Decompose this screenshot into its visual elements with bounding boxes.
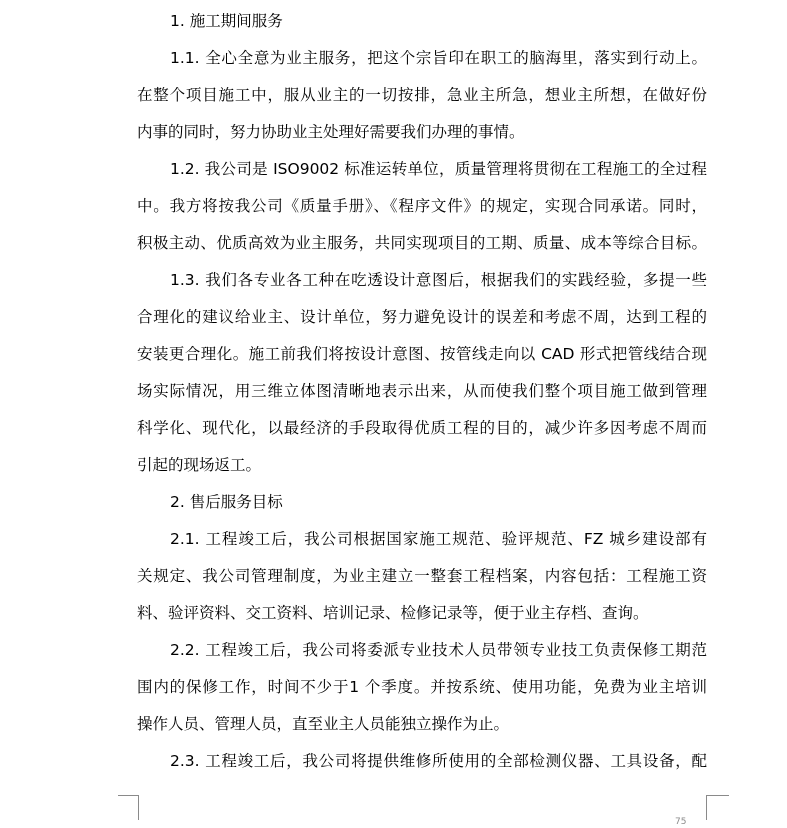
text-line: 操作人员、管理人员，直至业主人员能独立操作为止。 (137, 715, 510, 733)
text-line: 围内的保修工作，时间不少于1 个季度。并按系统、使用功能，免费为业主培训 (137, 678, 707, 696)
text-line: 1.2. 我公司是 ISO9002 标准运转单位，质量管理将贯彻在工程施工的全过程 (170, 160, 707, 178)
text-line: 场实际情况，用三维立体图清晰地表示出来，从而使我们整个项目施工做到管理 (137, 382, 707, 400)
text-line: 1. 施工期间服务 (170, 12, 283, 30)
text-line: 2. 售后服务目标 (170, 493, 283, 511)
text-line: 引起的现场返工。 (137, 456, 262, 474)
text-line: 2.3. 工程竣工后，我公司将提供维修所使用的全部检测仪器、工具设备，配 (170, 752, 707, 770)
text-line: 料、验评资料、交工资料、培训记录、检修记录等，便于业主存档、查询。 (137, 604, 649, 622)
text-line: 合理化的建议给业主、设计单位，努力避免设计的误差和考虑不周，达到工程的 (137, 308, 707, 326)
crop-mark-left (118, 795, 139, 820)
page-number: 75 (675, 817, 687, 827)
text-line: 中。我方将按我公司《质量手册》、《程序文件》的规定，实现合同承诺。同时， (137, 197, 707, 215)
crop-mark-right (706, 795, 729, 820)
text-line: 安装更合理化。施工前我们将按设计意图、按管线走向以 CAD 形式把管线结合现 (137, 345, 707, 363)
text-line: 2.2. 工程竣工后，我公司将委派专业技术人员带领专业技工负责保修工期范 (170, 641, 707, 659)
document-body (137, 3, 707, 780)
text-line: 科学化、现代化，以最经济的手段取得优质工程的目的，减少许多因考虑不周而 (137, 419, 707, 437)
text-line: 积极主动、优质高效为业主服务，共同实现项目的工期、质量、成本等综合目标。 (137, 234, 707, 252)
text-line: 内事的同时，努力协助业主处理好需要我们办理的事情。 (137, 123, 525, 141)
text-line: 在整个项目施工中，服从业主的一切按排，急业主所急，想业主所想，在做好份 (137, 86, 707, 104)
text-line: 1.3. 我们各专业各工种在吃透设计意图后，根据我们的实践经验，多提一些 (170, 271, 707, 289)
text-line: 关规定、我公司管理制度，为业主建立一整套工程档案，内容包括：工程施工资 (137, 567, 707, 585)
text-line: 1.1. 全心全意为业主服务，把这个宗旨印在职工的脑海里，落实到行动上。 (170, 49, 707, 67)
text-line: 2.1. 工程竣工后，我公司根据国家施工规范、验评规范、FZ 城乡建设部有 (170, 530, 707, 548)
